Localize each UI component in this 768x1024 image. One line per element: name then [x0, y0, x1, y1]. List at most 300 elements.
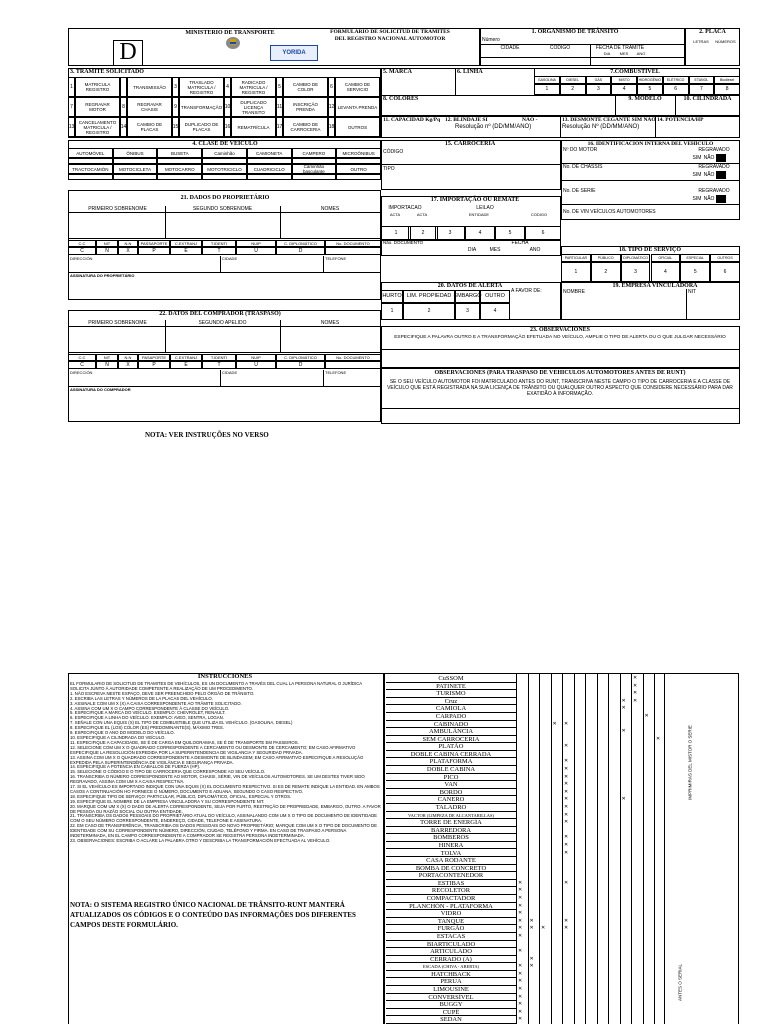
x-mark: ✕	[529, 917, 534, 924]
org-cidade: CIDADE	[500, 45, 520, 51]
carroceria-item: ESCADA (CHIVA - ABERTA)	[386, 963, 516, 971]
clase-option[interactable]: CUADRICICLO	[247, 164, 292, 174]
doc-type-option[interactable]: U	[236, 247, 276, 255]
instruction-line: 13. ASSINA COM UM X O QUADRADO CORRESPONDENTE A DESMONTE DE BLINDAGEM; EM CASO AFIRMATIVO ESPECIFIQUE A RESOLUÇÃO EXPEDIDA PELA SUPERINTENDÊNCIA DE VIGILÂNCIA E SEGURANÇA PRIVADA.	[70, 754, 364, 765]
x-mark: ✕	[541, 925, 546, 932]
tramite-option[interactable]: CAMBIO DE PLACAS	[127, 117, 172, 137]
service-type-label: OFICIAL	[651, 254, 681, 262]
modelo-label: 9. MODELO	[628, 96, 662, 102]
carroceria-item: CONVERSÍVEL	[386, 994, 516, 1002]
org-numero: Número	[482, 37, 500, 43]
placa-title: 2. PLACA	[699, 29, 726, 35]
alert-favor-de: A FAVOR DE:	[511, 288, 542, 294]
doc-type-option[interactable]: E	[170, 361, 202, 369]
clase-blank[interactable]	[157, 174, 202, 180]
service-type-option[interactable]: 6	[710, 262, 740, 282]
carroceria-item: DOBLE CABINA	[386, 766, 516, 774]
doc-type-option[interactable]: P	[138, 247, 170, 255]
x-mark: ✕	[564, 743, 569, 750]
tramite-option[interactable]: REGRAVAR CHASIS	[127, 97, 172, 117]
carroceria-tipo: TIPO	[383, 166, 395, 172]
servicio-title: 18. TIPO DE SERVIÇO	[618, 247, 682, 253]
doc-type-label: No. DOCUMENTO	[325, 240, 381, 247]
tramite-num: 11	[276, 97, 283, 117]
x-mark: ✕	[564, 917, 569, 924]
grid-column	[643, 673, 644, 1024]
tramite-num: 16	[224, 117, 231, 137]
fuel-number: 1	[534, 84, 560, 95]
carroceria-item: RECOLETOR	[386, 887, 516, 895]
doc-type-label: C. DIPLOMÁTICO	[276, 354, 325, 361]
tramite-num: 6	[328, 77, 335, 97]
divider	[561, 204, 740, 205]
tramite-option[interactable]: DUPLICADO LICENÇA TRANSITO	[231, 97, 276, 117]
placa-letras: LETRAS	[693, 39, 709, 44]
grid-column	[620, 673, 621, 1024]
tramite-num: 7	[68, 97, 75, 117]
carroceria-item: BOMBA DE CONCRETO	[386, 865, 516, 873]
tramite-option[interactable]: LEVANTA PRENDA	[335, 97, 380, 117]
comprador-title: 22. DATOS DEL COMPRADOR (TRASPASO)	[159, 311, 281, 317]
ident-serie: No. DE SERIE	[563, 188, 596, 194]
carroceria-item: CASA RODANTE	[386, 857, 516, 865]
clase-blank[interactable]	[113, 174, 158, 180]
primer-apellido-label: PRIMEIRO SOBRENOME	[88, 320, 147, 326]
linha-label: 6. LINHA	[457, 69, 483, 75]
carroceria-item: BARREDORA	[386, 827, 516, 835]
blindaje-resolucion: Resolução nº (DD/MM/ANO)	[455, 124, 532, 130]
carroceria-item: CAMIOLA	[386, 705, 516, 713]
telefone-label: TELEFONE	[325, 370, 347, 375]
imp-dia: DIA	[467, 247, 477, 253]
x-mark: ✕	[564, 925, 569, 932]
carroceria-item: HATCHBACK	[386, 971, 516, 979]
instruction-line: 12. SELECIONE COM UM X O QUADRADO CORRESPONDENTE A CERCAMENTO OU DESMONTE DE CERCAMENTO; EM CASO AFIRMATIVO ESPECIFIQUE LA RESOLUCIÓN EXPEDIDA POR LA SUPERINTENDENCIA DE VIGILANCIA Y SEGURIDAD PRIVADA.	[70, 744, 356, 755]
clase-blank[interactable]	[202, 174, 247, 180]
x-mark: ✕	[621, 697, 626, 704]
x-mark: ✕	[564, 841, 569, 848]
clase-option[interactable]: MOTOTRICICLO	[202, 164, 247, 174]
x-mark: ✕	[564, 811, 569, 818]
tramite-num: 17	[276, 117, 283, 137]
x-mark: ✕	[564, 819, 569, 826]
carroceria-item: VAN	[386, 781, 516, 789]
fuel-number: 4	[611, 84, 637, 95]
divider	[323, 370, 324, 386]
potencia-label: 14. POTENCIA/HP	[657, 117, 704, 123]
grid-column	[597, 673, 598, 1024]
logo-text: YORIDA	[282, 50, 306, 56]
tramite-num: 1	[68, 77, 75, 97]
carroceria-item: PLATÃO	[386, 743, 516, 751]
doc-number-field[interactable]	[325, 361, 381, 369]
service-type-label: PARTICULAR	[561, 254, 591, 262]
tramite-option[interactable]: CAMBIO DE SERVICIO	[335, 77, 380, 97]
redacted-block	[716, 171, 726, 179]
imp-mes: MES	[489, 247, 501, 253]
instruction-line: 2. ESCRIBA LAS LETRAS Y NÚMEROS DE LA PLACAS DEL VEHÍCULO.	[70, 695, 213, 701]
x-mark: ✕	[518, 879, 523, 886]
doc-type-option[interactable]: X	[118, 361, 138, 369]
nota-verso: NOTA: VER INSTRUÇÕES NO VERSO	[145, 431, 269, 439]
x-mark: ✕	[529, 963, 534, 970]
clase-option[interactable]: MICROÔNIBUS	[336, 148, 381, 158]
tramite-num: 12	[328, 97, 335, 117]
fuel-option[interactable]: GÁS	[586, 76, 612, 84]
fuel-option[interactable]: ELÉTRICO	[663, 76, 689, 84]
grid-column	[551, 673, 552, 1024]
doc-type-label: NUIP	[236, 354, 276, 361]
tramite-option[interactable]: REGRAVAR MOTOR	[75, 97, 120, 117]
org-ano: ANO	[636, 51, 646, 56]
x-mark: ✕	[518, 1016, 523, 1023]
x-mark: ✕	[621, 705, 626, 712]
doc-type-label: N.N	[118, 354, 138, 361]
carroceria-item: CUPÊ	[386, 1009, 516, 1017]
clase-option[interactable]: Caminhão	[202, 148, 247, 158]
alert-type-option[interactable]: 3	[455, 303, 480, 320]
x-mark: ✕	[633, 675, 638, 681]
x-mark: ✕	[529, 925, 534, 932]
doc-type-label: PASAPORTE	[138, 354, 170, 361]
grid-column	[516, 673, 517, 1024]
x-mark: ✕	[518, 917, 523, 924]
nombres-label: NOMES	[320, 320, 340, 326]
x-mark: ✕	[552, 720, 557, 727]
clase-option[interactable]: MOTOCARRO	[157, 164, 202, 174]
doc-type-option[interactable]: E	[170, 247, 202, 255]
empresa-title: 19. EMPRESA VINCULADORA	[612, 283, 698, 289]
fuel-option[interactable]: MISTO	[611, 76, 637, 84]
fuel-number: 3	[586, 84, 612, 95]
tramite-num	[120, 77, 127, 97]
grid-column	[528, 673, 529, 1024]
empresa-nombre: NOMBRE	[563, 289, 585, 295]
traspaso-text: SE O SEU VEÍCULO AUTOMOTOR FOI MATRICULADO ANTES DO RUNT, TRANSCRIVA NESTE CAMPO O TIPO DE CARROCERIA E A CLASSE DE VEÍCULO QUE ESTÁ REGISTRADA NA SUA LICENÇA DE TRÂNSITO OU QUALQUER OUTRO ASPECTO QUE CONSIDERE NECESSÁRIO PARA DAR EXATIDÃO À INFORMAÇÃO.	[387, 379, 733, 397]
side-label-2: ANTES O SERIAL	[677, 964, 683, 1002]
alert-type-option[interactable]: 4	[480, 303, 510, 320]
tramite-option[interactable]: TRANSFORMAÇÃO	[179, 97, 224, 117]
service-type-option[interactable]: 3	[621, 262, 651, 282]
x-mark: ✕	[564, 788, 569, 795]
imp-ano: ANO	[529, 247, 541, 253]
divider	[68, 212, 381, 213]
x-mark: ✕	[518, 978, 523, 985]
service-type-option[interactable]: 2	[591, 262, 621, 282]
doc-number-field[interactable]	[325, 247, 381, 255]
doc-type-option[interactable]: N	[96, 247, 118, 255]
tramite-option[interactable]: OUTROS	[335, 117, 380, 137]
cidade-label: CIDADE	[222, 256, 238, 261]
placa-numeros: NÚMEROS	[715, 39, 736, 44]
alert-type-label: LIM. PROPIEDAD	[403, 290, 455, 303]
instruction-line: 9. ESPECIFIQUE O ANO DO MODELO DO VEÍCULO.	[70, 730, 175, 736]
direccion-label: DIRECCIÓN	[70, 256, 93, 261]
regravado-nao[interactable]: NÃO	[703, 196, 715, 202]
grid-column	[631, 673, 632, 1024]
tramite-option[interactable]: CAMBIO DE COLOR	[283, 77, 328, 97]
doc-type-label: NUIP	[236, 240, 276, 247]
carroceria-item: CABINADO	[386, 721, 516, 729]
instruction-line: 11. ESPECIFIQUE A CAPACIDADE, SE É DE CARGA EM QUILOGRAMAS, SE É DE TRANSPORTE EM PASSEIROS.	[70, 739, 299, 745]
imp-option[interactable]: 1	[381, 226, 411, 240]
clase-option[interactable]: AUTOMÓVEL	[68, 148, 113, 158]
nombres-label: NOMES	[320, 206, 340, 212]
clase-blank[interactable]	[68, 174, 113, 180]
cidade-label: CIDADE	[222, 370, 238, 375]
traspaso-title: OBSERVACIONES (PARA TRASPASO DE VEHICULOS AUTOMOTORES ANTES DE RUNT)	[434, 370, 686, 376]
imp-option[interactable]: 3	[435, 226, 465, 240]
tramite-option[interactable]: MATRICULA REGISTRO	[75, 77, 120, 97]
doc-type-option[interactable]: C	[68, 247, 96, 255]
doc-type-option[interactable]: U	[236, 361, 276, 369]
x-mark: ✕	[644, 712, 649, 719]
firma-label: ASSINATURA DO PROPRIETÁRIO	[70, 273, 135, 278]
instruction-line: 14. ESPECIFIQUE A POTENCIA EN CABALLOS DE FUERZA (HP).	[70, 764, 201, 770]
service-type-option[interactable]: 1	[561, 262, 591, 282]
clase-blank[interactable]	[247, 174, 292, 180]
fuel-number: 7	[689, 84, 715, 95]
alert-type-option[interactable]: 2	[403, 303, 455, 320]
doc-type-label: T.IDENTI	[202, 354, 236, 361]
x-mark: ✕	[621, 796, 626, 803]
grid-column	[574, 673, 575, 1024]
carroceria-item: TALADRO	[386, 804, 516, 812]
instruction-line: 7. SEÑALE CON UNA EQUIS (X) EL TIPO DE COMBUSTIBLE QUE UTILIZA EL VEHÍCULO. (GASOLINA, DIESEL)	[70, 720, 293, 726]
telefone-label: TELEFONE	[325, 256, 347, 261]
tramite-option[interactable]: CAMBIO DE CARROCERIA	[283, 117, 328, 137]
ident-motor: Nº DO MOTOR	[563, 147, 598, 153]
propietario-title: 21. DADOS DO PROPRIETÁRIO	[180, 195, 270, 201]
org-codigo: CÓDIGO	[549, 45, 571, 51]
x-mark: ✕	[564, 720, 569, 727]
doc-type-option[interactable]: D	[276, 361, 325, 369]
segundo-apellido-label: SEGUNDO SOBRENOME	[192, 206, 253, 212]
capacidad-label: 11. CAPACIDAD Kg/Pq	[383, 117, 441, 123]
carroceria-item: ARTICULADO	[386, 948, 516, 956]
fuel-number: 5	[637, 84, 663, 95]
alert-type-label: HURTO	[381, 290, 403, 303]
alert-type-label: OUTRO	[480, 290, 510, 303]
instruction-line: 17. SI EL VEHÍCULO ES IMPORTADO INDIQUE CON UNA EQUIS (X) EL DOCUMENTO RESPECTIVO. SI ES DE REMATE INDIQUE LA ENTIDAD. EN AMBOS CASOS A CONTINUACIÓN HO FORNECE O NÚMERO, DOCUMENTO E ADUANA, SEGUNDO O CASO RESPECTIVO.	[70, 784, 380, 794]
doc-type-option[interactable]: D	[276, 247, 325, 255]
instruction-line: 6. ESPECIFIQUE A LINHA DO VEÍCULO. EXEMPLO: AVEO, SENTRA, LOGAN.	[70, 715, 224, 721]
observaciones-title: 23. OBSERVACIONES	[529, 327, 591, 333]
carroceria-item: AMBULÂNCIA	[386, 728, 516, 736]
tramite-num: 13	[68, 117, 75, 137]
regravado-sim[interactable]: SIM	[692, 172, 702, 178]
service-type-label: ESPECIAL	[680, 254, 710, 262]
imp-sub-label: ENTIDADE	[468, 212, 490, 217]
blindaje-nao: NAO -	[522, 117, 538, 123]
marca-label: 5. MARCA	[383, 69, 412, 75]
carroceria-title: 15. CARROCERIA	[444, 141, 496, 147]
x-mark: ✕	[564, 849, 569, 856]
instruction-line: 16. TRANSCRIBA O NÚMERO CORRESPONDENTE AO MOTOR, CHASSI, SÉRIE, VIN DE VEÍCULOS AUTOMOTORES. SE UM DESTES TIVER SIDO REGRAVADO, ASSINA COM UM X A CAIXA RESPECTIVA.	[70, 774, 365, 785]
doc-type-label: C.EXTRANJ	[170, 354, 202, 361]
alerta-title: 20. DATOS DE ALERTA	[437, 283, 503, 289]
doc-type-option[interactable]: P	[138, 361, 170, 369]
tramite-option[interactable]: DUPLICADO DE PLACAS	[179, 117, 224, 137]
tramite-num: 15	[172, 117, 179, 137]
imp-label: IMPORTACAO	[388, 205, 422, 211]
x-mark: ✕	[518, 993, 523, 1000]
alert-type-option[interactable]: 1	[381, 303, 403, 320]
coat-of-arms-icon	[225, 36, 241, 50]
x-mark: ✕	[564, 834, 569, 841]
firma-label: ASSINATURA DO COMPRADOR	[70, 387, 131, 392]
carroceria-item: BIARTICULADO	[386, 941, 516, 949]
instruction-line: 5. ESPECIFIQUE A MARCA DO VEÍCULO. EXEMPLO: CHEVROLET, RENAULT.	[70, 710, 226, 716]
org-title: 1. ORGANISMO DE TRÁNSITO	[531, 29, 619, 35]
doc-type-label: NIT	[96, 354, 118, 361]
carroceria-item: TANQUE	[386, 918, 516, 926]
carroceria-item: PATINETE	[386, 683, 516, 691]
carroceria-item: VIDRO	[386, 910, 516, 918]
clase-option[interactable]: MOTOCICLETA	[113, 164, 158, 174]
imp-option[interactable]: 6	[525, 226, 561, 240]
service-type-option[interactable]: 5	[680, 262, 710, 282]
grid-column	[539, 673, 540, 1024]
carroceria-item: BOMBEROS	[386, 834, 516, 842]
clase-blank[interactable]	[292, 174, 337, 180]
clase-option[interactable]: CAMPERO	[292, 148, 337, 158]
fuel-option[interactable]: ETANOL	[689, 76, 715, 84]
service-type-option[interactable]: 4	[651, 262, 681, 282]
divider	[561, 180, 740, 181]
clase-option[interactable]: ÔNIBUS	[113, 148, 158, 158]
carroceria-item: CuSSOM	[386, 675, 516, 683]
imp-sub-label: ACTA	[389, 212, 401, 217]
instruction-line: 19. ESPECIFIQUE EL NOMBRE DE LA EMPRESA VINCULADORA Y SU CORRESPONDIENTE NIT.	[70, 798, 265, 804]
fuel-option[interactable]: HIDROGÊNIO	[637, 76, 663, 84]
tramite-num: 9	[172, 97, 179, 117]
regravado-label: REGRAVADO	[698, 188, 730, 194]
x-mark: ✕	[518, 910, 523, 917]
tramite-option[interactable]: INSCRIÇÃO PRENDA	[283, 97, 328, 117]
form-letter: D	[119, 39, 137, 65]
fuel-option[interactable]: GASOLINA	[534, 76, 560, 84]
empresa-nit: NIT	[688, 289, 697, 295]
divider	[280, 320, 281, 352]
desmonte-resolucion: Resolução Nº (DD/MM/ANO)	[562, 124, 640, 130]
cilindrada-label: 10. CILINDRADA	[683, 96, 732, 102]
divider	[220, 370, 221, 386]
imp-option[interactable]: 2	[408, 226, 438, 240]
doc-type-label: C.C	[68, 240, 96, 247]
org-mes: MES	[619, 51, 629, 56]
doc-type-option[interactable]: X	[118, 247, 138, 255]
carroceria-item: SEDAN	[386, 1016, 516, 1024]
instruction-line: 15. SELECIONE O CÓDIGO E O TIPO DE CARROCERIA QUE CORRESPONDE AO SEU VEÍCULO.	[70, 769, 266, 775]
clase-blank[interactable]	[336, 174, 381, 180]
imp-option[interactable]: 5	[495, 226, 525, 240]
clase-option[interactable]: TRACTOCAMIÓN	[68, 164, 113, 174]
x-mark: ✕	[518, 925, 523, 932]
side-label-1: IMPRIMIRAS DEL MISTOR O SERIE	[687, 725, 693, 800]
tramite-num: 10	[224, 97, 231, 117]
tramite-option[interactable]: RADICADO MATRICULA / REGISTRO	[231, 77, 276, 97]
org-fecha: FECHA DE TRAMITE	[595, 45, 645, 51]
doc-type-option[interactable]: N	[96, 361, 118, 369]
tramite-option[interactable]: TRANSMISSÃO	[127, 77, 172, 97]
imp-sub-label: CODIGO	[530, 212, 548, 217]
regravado-nao[interactable]: NÃO	[703, 155, 715, 161]
grid-column	[585, 673, 586, 1024]
x-mark: ✕	[564, 796, 569, 803]
x-mark: ✕	[564, 758, 569, 765]
doc-type-label: C.EXTRANJ	[170, 240, 202, 247]
doc-type-option[interactable]: T	[202, 361, 236, 369]
regravado-sim[interactable]: SIM	[692, 196, 702, 202]
clase-title: 4. CLASE DE VEICULO	[192, 141, 258, 147]
ministry-logo	[270, 45, 318, 61]
regravado-label: REGRAVADO	[698, 164, 730, 170]
direccion-label: DIRECCIÓN	[70, 370, 93, 375]
instruction-line: 1. NÃO ESCREVA NESTE ESPAÇO, DEVE SER PREENCHIDO PELO ÓRGÃO DE TRÂNSITO.	[70, 690, 255, 696]
doc-type-label: No. DOCUMENTO	[325, 354, 381, 361]
clase-option[interactable]: OUTRO	[336, 164, 381, 174]
tramite-num: 18	[328, 117, 335, 137]
regravado-sim[interactable]: SIM	[692, 155, 702, 161]
x-mark: ✕	[564, 879, 569, 886]
instrucciones-text	[70, 682, 382, 844]
tramite-option[interactable]: REMATRÍCULA	[231, 117, 276, 137]
instruction-line: 22. EM CASO DE TRANSFERÊNCIA, TRANSCRIBA OS DADOS PESSOAIS DO NOVO PROPRIETÁRIO; MARQUE COM UM X O TIPO DE DOCUMENTO DE IDENTIDADE COM SU CORRESPONDENTE NÚMERO, DIRECCIÓN, CIUDAD, TELÉFONO Y FIRMA. EN CASO DE TRASPASO A PERSONA INDETERMINADA, EN EL CAMPO CORRESPONDIENTE A COMPRADOR SE REGISTRA PERSONA INDETERMINADA.	[70, 823, 377, 839]
imp-fecha: FECHA	[511, 240, 529, 246]
tramite-option[interactable]: TRASLADO MATRICULA / REGISTRO	[179, 77, 224, 97]
x-mark: ✕	[518, 1008, 523, 1015]
carroceria-item: CARPADO	[386, 713, 516, 721]
doc-type-option[interactable]: C	[68, 361, 96, 369]
doc-type-label: T.IDENTI	[202, 240, 236, 247]
divider	[220, 256, 221, 272]
carroceria-item: LIMOUSINE	[386, 986, 516, 994]
divider	[165, 320, 166, 352]
ident-vin: No. DE VIN VEÍCULOS AUTOMOTORES	[563, 209, 656, 215]
fuel-option[interactable]: DIESEL	[560, 76, 586, 84]
blindaje-label: 12. BLINDAJE SI	[445, 117, 488, 123]
regravado-nao[interactable]: NÃO	[703, 172, 715, 178]
colores-label: 8. COLORES	[383, 96, 419, 102]
carroceria-item: TORRE DE ENERGÍA	[386, 819, 516, 827]
fuel-option[interactable]: Biodiesel	[714, 76, 740, 84]
imp-option[interactable]: 4	[465, 226, 495, 240]
clase-option[interactable]: Caminhão basculante	[292, 164, 337, 174]
clase-option[interactable]: BUSETA	[157, 148, 202, 158]
x-mark: ✕	[564, 781, 569, 788]
x-mark: ✕	[529, 955, 534, 962]
doc-type-label: C.C	[68, 354, 96, 361]
instruction-line: 21. TRANSCRIBA OS DADOS PESSOAIS DO PROPRIETÁRIO ATUAL DO VEÍCULO, ASSINALANDO COM UM X O TIPO DE DOCUMENTO DE IDENTIDADE COM O SEU NÚMERO CORRESPONDENTE, ENDEREÇO, CIDADE, TELEFONE E ASSINATURA.	[70, 813, 378, 824]
imp-documento: Não. DOCUMENTO	[383, 240, 424, 245]
x-mark: ✕	[518, 895, 523, 902]
carroceria-item: PLATAFORMA	[386, 758, 516, 766]
primer-apellido-label: PRIMEIRO SOBRENOME	[88, 206, 147, 212]
clase-option[interactable]: CAMIONETA	[247, 148, 292, 158]
tramite-option[interactable]: CANCELAMENTO MATRICULA / REGISTRO	[75, 117, 120, 137]
instruction-line: 23. OBSERVACIONES: ESCRIBA O ACLARE LA PALABRA OTRO Y DESCRIBA LA TRANSFORMACIÓN EFECTUADA AL VEHÍCULO.	[70, 838, 331, 843]
carroceria-item: PERUA	[386, 978, 516, 986]
x-mark: ✕	[633, 682, 638, 689]
doc-type-option[interactable]: T	[202, 247, 236, 255]
divider	[68, 352, 381, 353]
regravado-label: REGRAVADO	[698, 147, 730, 153]
observaciones-text: ESPECIFIQUE A PALAVRA OUTRO E A TRANSFORMAÇÃO EFETUADA NO VEÍCULO, AMPLIE O TIPO DE ALERTA OU O QUE JULGAR NECESSÁRIO	[394, 335, 726, 340]
instruction-line: 10. ESPECIFIQUE A CILINDRADA DO VEÍCULO.	[70, 734, 166, 740]
fuel-number: 2	[560, 84, 586, 95]
x-mark: ✕	[656, 735, 661, 742]
